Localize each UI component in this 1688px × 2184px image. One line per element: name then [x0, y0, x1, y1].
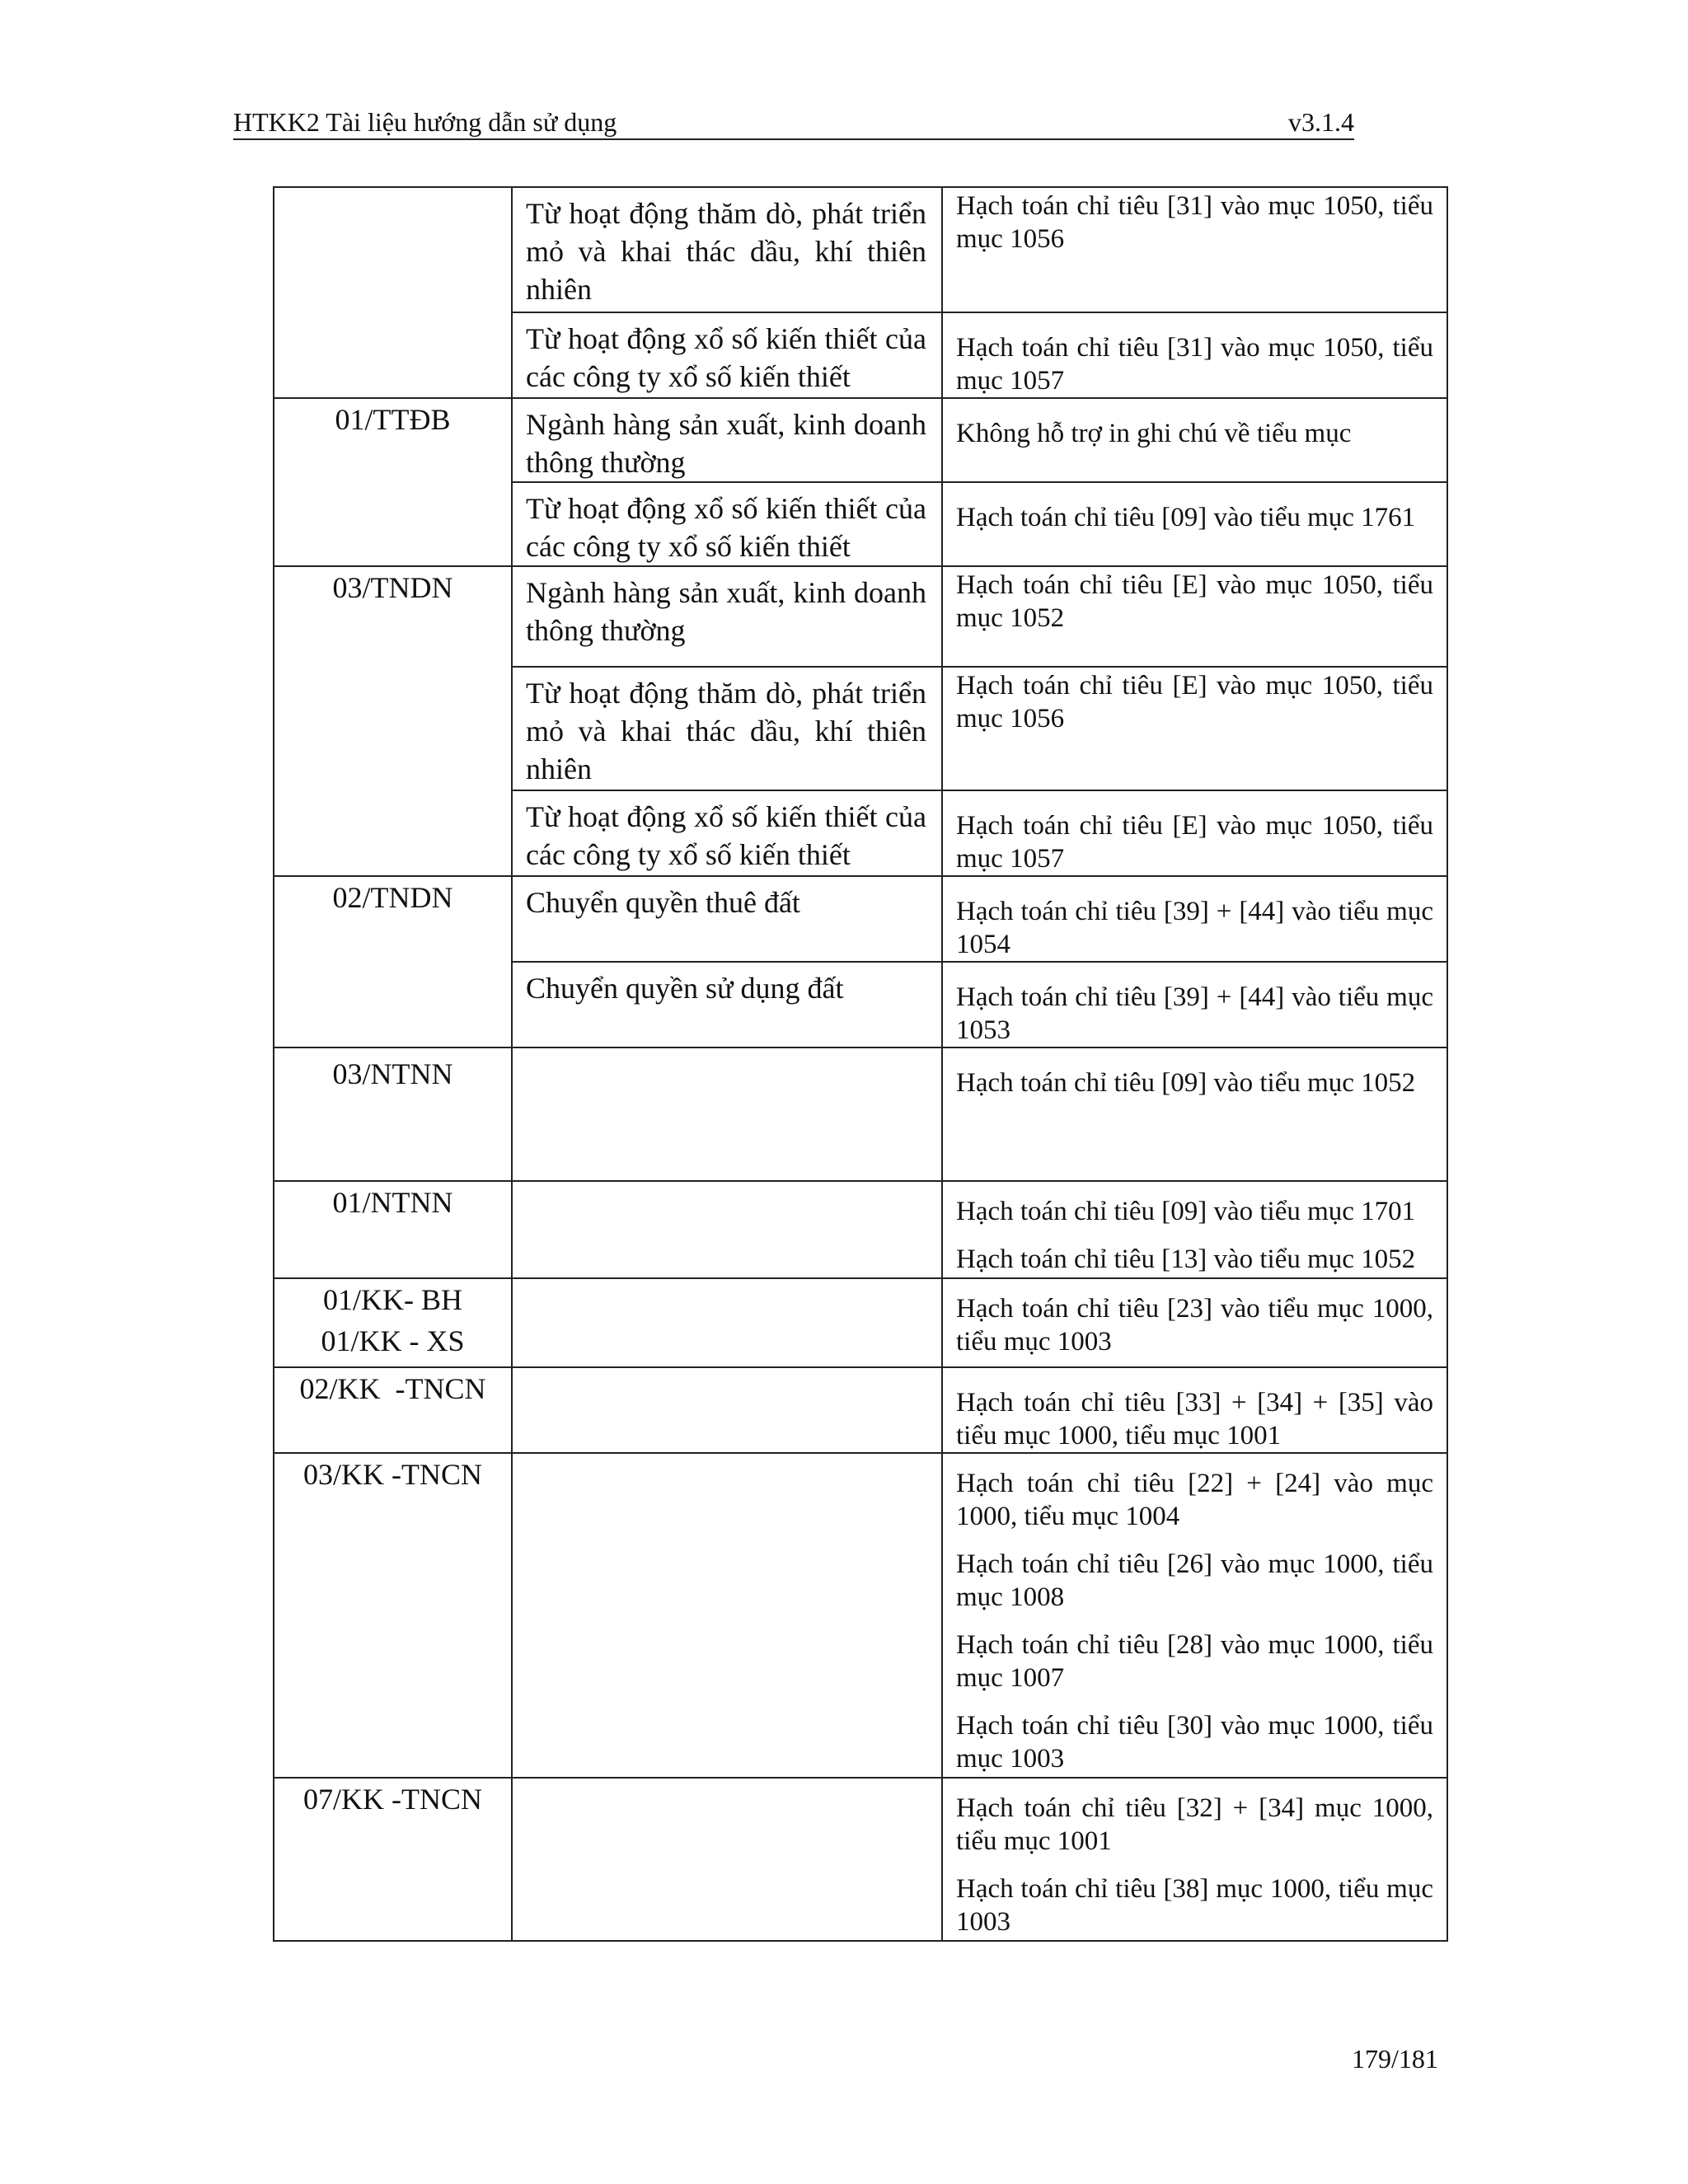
table-row [274, 1047, 1447, 1181]
form-code-cell: 02/TNDN [274, 876, 512, 1047]
form-code-cell: 07/KK -TNCN [274, 1778, 512, 1941]
form-code-cell: 02/KK -TNCN [274, 1367, 512, 1453]
note-cell: Hạch toán chỉ tiêu [E] vào mục 1050, tiểu mục 1052 [942, 566, 1447, 667]
table-row [274, 1278, 1447, 1367]
tax-mapping-table [273, 186, 1448, 1942]
activity-cell: Ngành hàng sản xuất, kinh doanh thông thường [512, 398, 942, 482]
note-cell: Hạch toán chỉ tiêu [32] + [34] mục 1000, tiểu mục 1001 Hạch toán chỉ tiêu [38] mục 1000, tiểu mục 1003 [942, 1778, 1447, 1941]
activity-cell-empty [512, 1278, 942, 1367]
activity-cell-empty [512, 1778, 942, 1941]
activity-cell: Từ hoạt động xổ số kiến thiết của các công ty xổ số kiến thiết [512, 790, 942, 876]
form-code-cell: 01/TTĐB [274, 398, 512, 566]
form-code-line: 01/KK - XS [321, 1324, 465, 1357]
activity-cell-empty [512, 1367, 942, 1453]
note-cell: Hạch toán chỉ tiêu [23] vào tiểu mục 1000, tiểu mục 1003 [942, 1278, 1447, 1367]
page-number: 179/181 [1352, 2044, 1438, 2074]
activity-cell-empty [512, 1047, 942, 1181]
form-code-line: 01/KK- BH [323, 1283, 462, 1316]
form-code-cell: 03/KK -TNCN [274, 1453, 512, 1778]
activity-cell-empty [512, 1181, 942, 1278]
table-row [274, 1181, 1447, 1278]
note-cell: Hạch toán chỉ tiêu [33] + [34] + [35] vào tiểu mục 1000, tiểu mục 1001 [942, 1367, 1447, 1453]
form-code-cell: 03/TNDN [274, 566, 512, 876]
note-cell: Hạch toán chỉ tiêu [09] vào tiểu mục 1701 Hạch toán chỉ tiêu [13] vào tiểu mục 1052 [942, 1181, 1447, 1278]
table-row [274, 876, 1447, 962]
note-cell: Không hỗ trợ in ghi chú về tiểu mục [942, 398, 1447, 482]
form-cell-empty [274, 187, 512, 398]
activity-cell: Từ hoạt động xổ số kiến thiết của các công ty xổ số kiến thiết [512, 482, 942, 566]
activity-cell: Từ hoạt động thăm dò, phát triển mỏ và khai thác dầu, khí thiên nhiên [512, 187, 942, 312]
note-cell: Hạch toán chỉ tiêu [39] + [44] vào tiểu mục 1054 [942, 876, 1447, 962]
note-cell: Hạch toán chỉ tiêu [09] vào tiểu mục 1761 [942, 482, 1447, 566]
table-row [274, 1778, 1447, 1941]
form-code-cell [274, 1278, 512, 1367]
document-version: v3.1.4 [1288, 107, 1354, 137]
form-code-cell: 03/NTNN [274, 1047, 512, 1181]
activity-cell: Chuyển quyền sử dụng đất [512, 962, 942, 1047]
table-row [274, 566, 1447, 667]
activity-cell: Ngành hàng sản xuất, kinh doanh thông thường [512, 566, 942, 667]
table-row [274, 1367, 1447, 1453]
activity-cell: Từ hoạt động thăm dò, phát triển mỏ và khai thác dầu, khí thiên nhiên [512, 667, 942, 790]
note-cell: Hạch toán chỉ tiêu [31] vào mục 1050, tiểu mục 1057 [942, 312, 1447, 398]
note-cell: Hạch toán chỉ tiêu [E] vào mục 1050, tiểu mục 1056 [942, 667, 1447, 790]
page-header [233, 105, 1354, 140]
activity-cell-empty [512, 1453, 942, 1778]
activity-cell: Từ hoạt động xổ số kiến thiết của các công ty xổ số kiến thiết [512, 312, 942, 398]
note-cell: Hạch toán chỉ tiêu [22] + [24] vào mục 1000, tiểu mục 1004 Hạch toán chỉ tiêu [26] vào mục 1000, tiểu mục 1008 Hạch toán chỉ tiêu [28] vào mục 1000, tiểu mục 1007 Hạch toán chỉ tiêu [30] vào mục 1000, tiểu mục 1003 [942, 1453, 1447, 1778]
table-row [274, 1453, 1447, 1778]
note-cell: Hạch toán chỉ tiêu [31] vào mục 1050, tiểu mục 1056 [942, 187, 1447, 312]
note-cell: Hạch toán chỉ tiêu [39] + [44] vào tiểu mục 1053 [942, 962, 1447, 1047]
activity-cell: Chuyển quyền thuê đất [512, 876, 942, 962]
note-cell: Hạch toán chỉ tiêu [E] vào mục 1050, tiểu mục 1057 [942, 790, 1447, 876]
note-cell: Hạch toán chỉ tiêu [09] vào tiểu mục 1052 [942, 1047, 1447, 1181]
table-row [274, 187, 1447, 312]
table-row [274, 398, 1447, 482]
document-title: HTKK2 Tài liệu hướng dẫn sử dụng [233, 107, 617, 137]
form-code-cell: 01/NTNN [274, 1181, 512, 1278]
